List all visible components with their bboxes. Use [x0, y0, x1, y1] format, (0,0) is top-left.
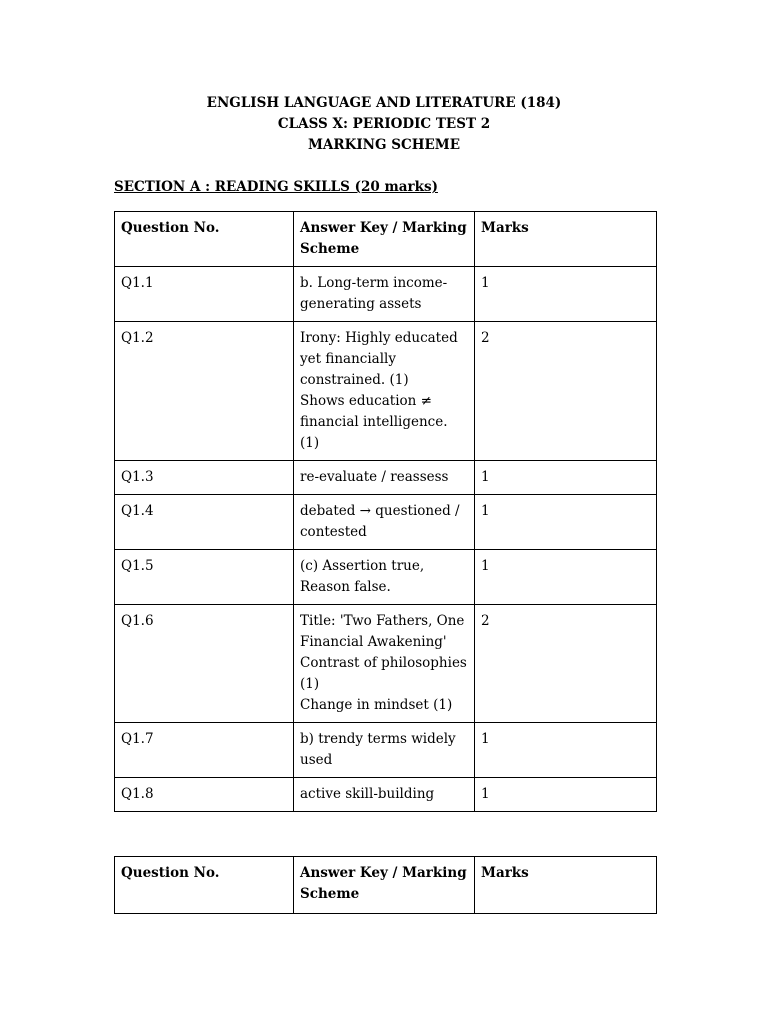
marks-cell: 2 [475, 605, 657, 723]
marks-cell: 1 [475, 495, 657, 550]
subject-title: ENGLISH LANGUAGE AND LITERATURE (184) [206, 95, 562, 111]
table-header-row [115, 212, 657, 267]
question-cell: Q1.6 [115, 605, 294, 723]
table-row [115, 723, 657, 778]
section-a-heading: SECTION A : READING SKILLS (20 marks) [114, 179, 438, 195]
class-test-title: CLASS X: PERIODIC TEST 2 [277, 116, 491, 132]
question-cell: Q1.5 [115, 550, 294, 605]
question-cell: Q1.8 [115, 778, 294, 812]
question-cell: Q1.1 [115, 267, 294, 322]
column-header-question: Question No. [115, 857, 294, 914]
answer-cell: (c) Assertion true, Reason false. [294, 550, 475, 605]
table-row [115, 605, 657, 723]
table-header-row [115, 857, 657, 914]
marking-scheme-title: MARKING SCHEME [307, 137, 461, 153]
document-header [0, 93, 768, 156]
table-row [115, 495, 657, 550]
marks-cell: 1 [475, 778, 657, 812]
answer-cell: Title: 'Two Fathers, One Financial Awakening' Contrast of philosophies (1) Change in mindset (1) [294, 605, 475, 723]
column-header-marks: Marks [475, 212, 657, 267]
marks-cell: 1 [475, 723, 657, 778]
table-row [115, 778, 657, 812]
table-row [115, 322, 657, 461]
table-row [115, 461, 657, 495]
table-row [115, 267, 657, 322]
answer-cell: debated → questioned / contested [294, 495, 475, 550]
question-cell: Q1.7 [115, 723, 294, 778]
marks-cell: 1 [475, 461, 657, 495]
answer-cell: active skill-building [294, 778, 475, 812]
table-row [115, 550, 657, 605]
continuation-table [114, 856, 657, 914]
answer-cell: re-evaluate / reassess [294, 461, 475, 495]
column-header-answer: Answer Key / Marking Scheme [294, 857, 475, 914]
column-header-answer: Answer Key / Marking Scheme [294, 212, 475, 267]
column-header-marks: Marks [475, 857, 657, 914]
column-header-question: Question No. [115, 212, 294, 267]
section-a-table [114, 211, 657, 812]
marks-cell: 1 [475, 550, 657, 605]
answer-cell: Irony: Highly educated yet financially constrained. (1) Shows education ≠ financial intelligence. (1) [294, 322, 475, 461]
question-cell: Q1.3 [115, 461, 294, 495]
question-cell: Q1.2 [115, 322, 294, 461]
marks-cell: 2 [475, 322, 657, 461]
question-cell: Q1.4 [115, 495, 294, 550]
answer-cell: b) trendy terms widely used [294, 723, 475, 778]
answer-cell: b. Long-term income-generating assets [294, 267, 475, 322]
marks-cell: 1 [475, 267, 657, 322]
